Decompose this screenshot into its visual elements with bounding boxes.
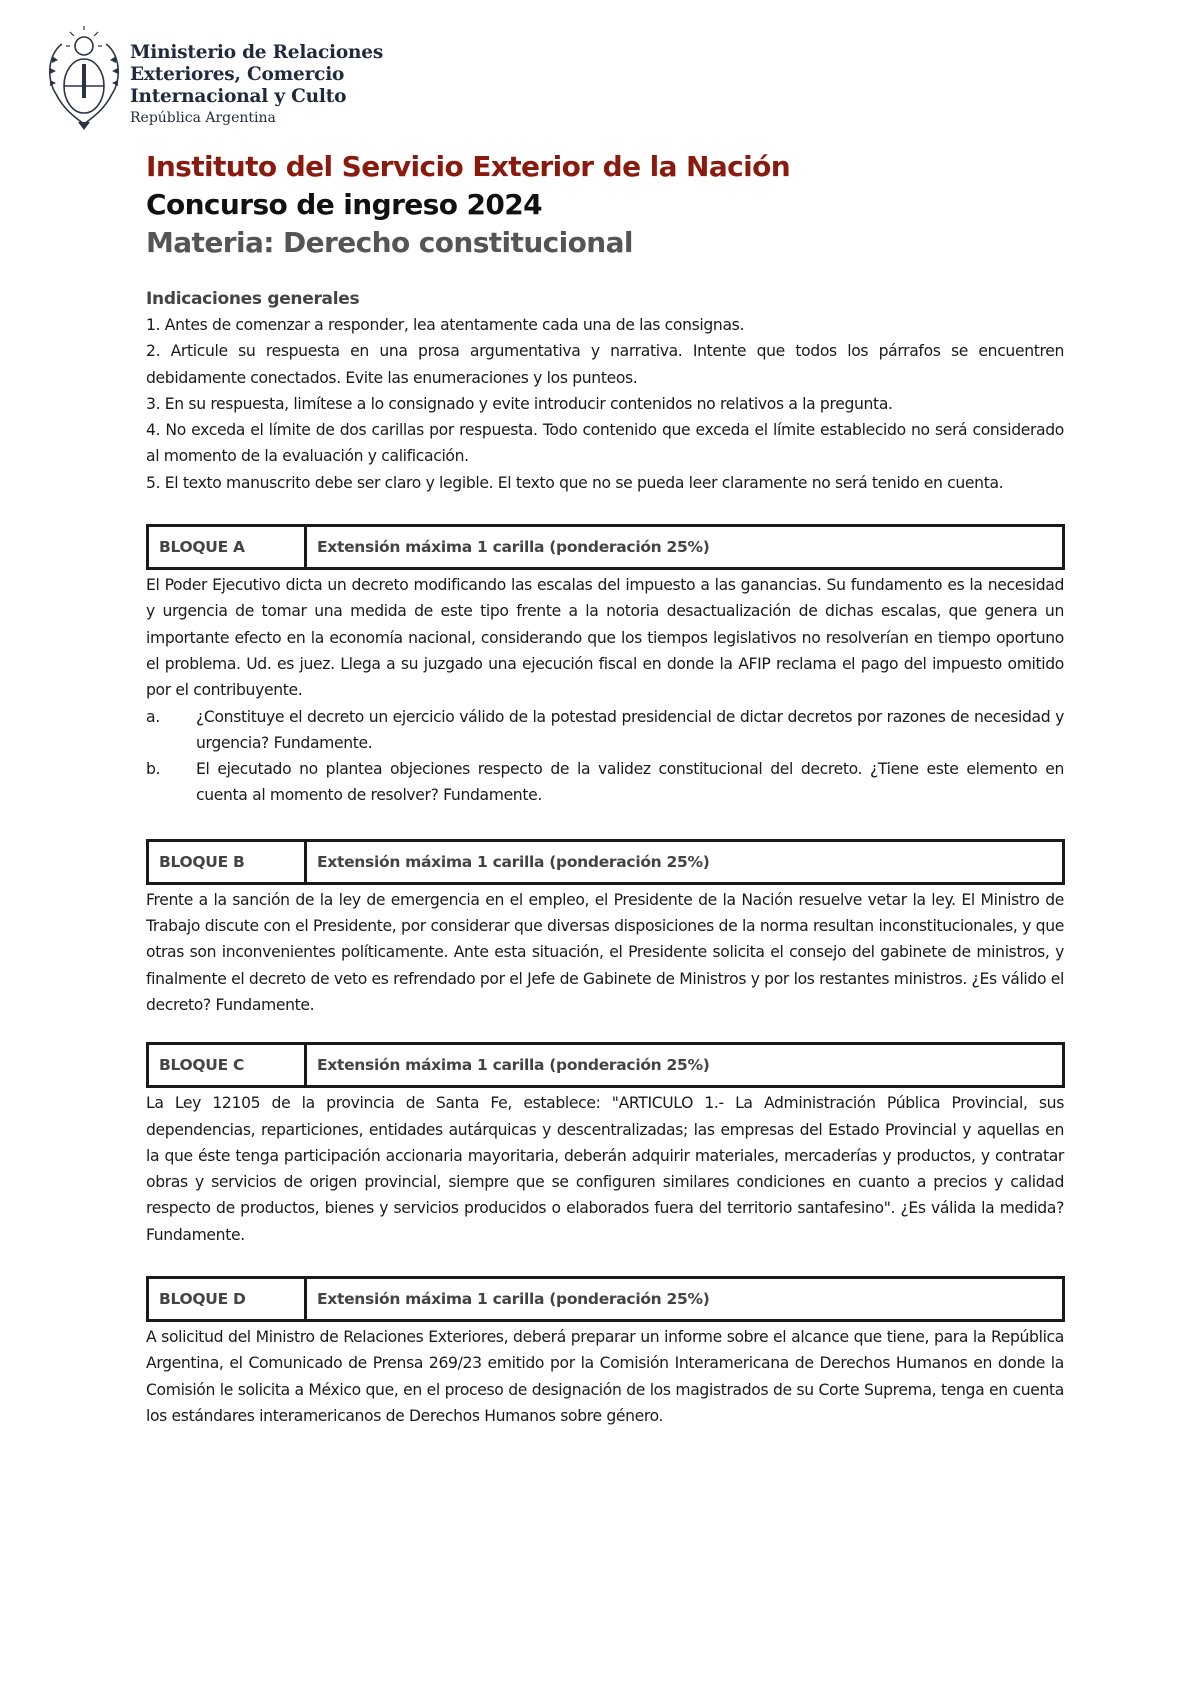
ministry-line-1: Ministerio de Relaciones <box>130 42 384 63</box>
indications-list <box>146 312 1064 496</box>
block-label: BLOQUE A <box>149 527 307 567</box>
ministry-line-2: Exteriores, Comercio <box>130 64 345 85</box>
contest-title: Concurso de ingreso 2024 <box>146 188 543 221</box>
block-label: BLOQUE D <box>149 1279 307 1319</box>
option-text: El ejecutado no plantea objeciones respecto de la validez constitucional del decreto. ¿Tiene este elemento en cuenta al momento de resolver? Fundamente. <box>196 760 1064 805</box>
ministry-name <box>130 42 383 128</box>
block-option-b <box>146 756 1064 809</box>
indication-item: 1. Antes de comenzar a responder, lea atentamente cada una de las consignas. <box>146 316 745 334</box>
block-option-a <box>146 704 1064 757</box>
block-extension: Extensión máxima 1 carilla (ponderación 25%) <box>317 1056 710 1075</box>
block-extension: Extensión máxima 1 carilla (ponderación 25%) <box>317 852 710 871</box>
indication-item: 2. Articule su respuesta en una prosa argumentativa y narrativa. Intente que todos los párrafos se encuentren debidamente conectados. Evite las enumeraciones y los punteos. <box>146 342 1064 387</box>
block-b <box>146 839 1064 1018</box>
block-text: La Ley 12105 de la provincia de Santa Fe, establece: "ARTICULO 1.- La Administración Pública Provincial, sus dependencias, reparticiones, entidades autárquicas y descentralizadas; las empresas del Estado Provincial y aquellas en la que éste tenga participación accionaria mayoritaria, deberán adquirir materiales, mercaderías y productos, y contratar obras y servicios de origen provincial, siempre que se configuren similares condiciones en cuanto a precios y calidad respecto de productos, bienes y servicios producidos o elaborados fuera del territorio santafesino". ¿Es válida la medida? Fundamente. <box>146 1094 1064 1244</box>
block-text: El Poder Ejecutivo dicta un decreto modificando las escalas del impuesto a las ganancias. Su fundamento es la necesidad y urgencia de tomar una medida de este tipo frente a la notoria desactualización de dichas escalas, que genera un importante efecto en la economía nacional, considerando que los tiempos legislativos no resolverían en tiempo oportuno el problema. Ud. es juez. Llega a su juzgado una ejecución fiscal en donde la AFIP reclama el pago del impuesto omitido por el contribuyente. <box>146 576 1064 700</box>
indication-item: 5. El texto manuscrito debe ser claro y legible. El texto que no se pueda leer claramente no será tenido en cuenta. <box>146 473 1004 492</box>
option-text: ¿Constituye el decreto un ejercicio válido de la potestad presidencial de dictar decretos por razones de necesidad y urgencia? Fundamente. <box>196 707 1064 752</box>
block-text: Frente a la sanción de la ley de emergencia en el empleo, el Presidente de la Nación resuelve vetar la ley. El Ministro de Trabajo discute con el Presidente, por considerar que diversas disposiciones de la norma resultan inconstitucionales, y que otras son inconvenientes políticamente. Ante esta situación, el Presidente solicita el consejo del gabinete de ministros, y finalmente el decreto de veto es refrendado por el Jefe de Gabinete de Ministros y por los restantes ministros. ¿Es válido el decreto? Fundamente. <box>146 890 1064 1014</box>
block-extension: Extensión máxima 1 carilla (ponderación 25%) <box>317 1290 710 1309</box>
indications-heading: Indicaciones generales <box>146 289 360 309</box>
subject-title: Materia: Derecho constitucional <box>146 226 633 259</box>
block-header-table <box>146 1042 1065 1088</box>
block-header-table <box>146 1276 1065 1322</box>
document-content <box>146 148 1064 1429</box>
indication-item: 4. No exceda el límite de dos carillas por respuesta. Todo contenido que exceda el límite establecido no será considerado al momento de la evaluación y calificación. <box>146 421 1064 466</box>
header <box>42 24 383 134</box>
ministry-line-3: Internacional y Culto <box>130 86 347 107</box>
option-label: a. <box>146 707 160 726</box>
block-d <box>146 1276 1064 1429</box>
block-header-table <box>146 524 1065 570</box>
option-label: b. <box>146 760 161 779</box>
country-name: República Argentina <box>130 110 276 126</box>
block-text: A solicitud del Ministro de Relaciones Exteriores, deberá preparar un informe sobre el alcance que tiene, para la República Argentina, el Comunicado de Prensa 269/23 emitido por la Comisión Interamericana de Derechos Humanos en donde la Comisión le solicita a México que, en el proceso de designación de los magistrados de su Corte Suprema, tenga en cuenta los estándares interamericanos de Derechos Humanos sobre género. <box>146 1328 1064 1425</box>
coat-of-arms-logo <box>42 24 126 134</box>
block-header-table <box>146 839 1065 885</box>
block-label: BLOQUE C <box>149 1045 307 1085</box>
block-c <box>146 1042 1064 1248</box>
block-label: BLOQUE B <box>149 842 307 882</box>
institute-title: Instituto del Servicio Exterior de la Nación <box>146 150 791 183</box>
indication-item: 3. En su respuesta, limítese a lo consignado y evite introducir contenidos no relativos a la pregunta. <box>146 394 893 413</box>
block-extension: Extensión máxima 1 carilla (ponderación 25%) <box>317 538 710 557</box>
block-a <box>146 524 1064 809</box>
